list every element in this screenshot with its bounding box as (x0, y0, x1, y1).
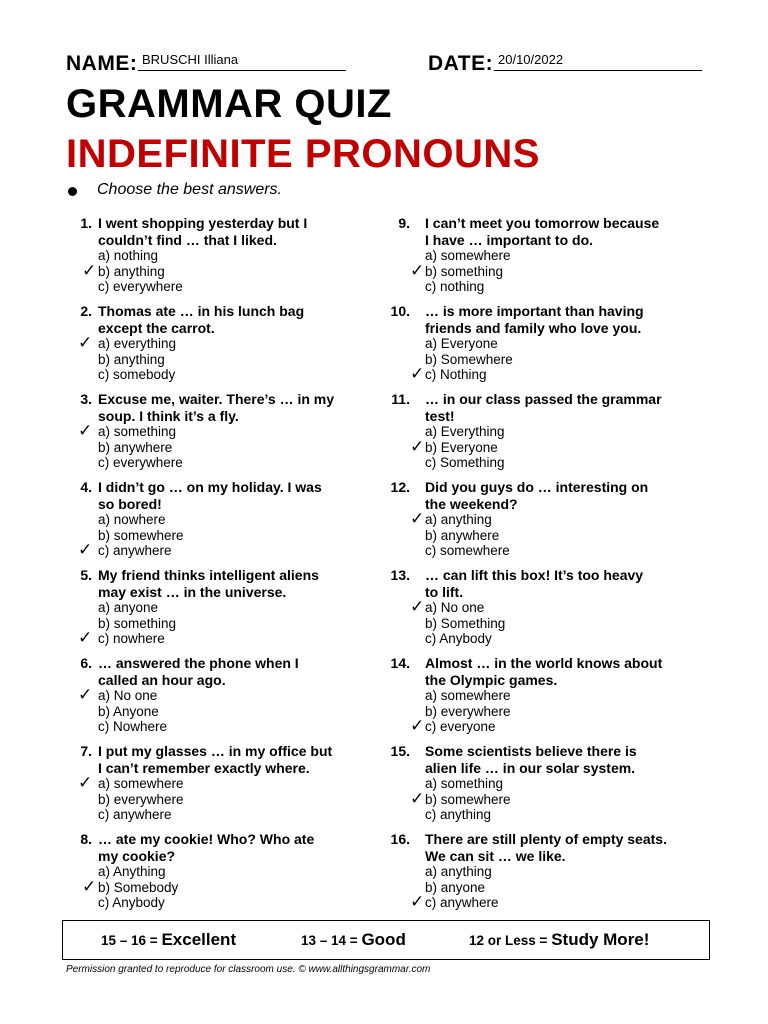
question-number: 9. (398, 215, 410, 231)
score-label: Good (361, 930, 406, 949)
score-range: 15 – 16 = (101, 933, 158, 948)
answer-option[interactable]: b) Anyone (98, 703, 159, 719)
question-number: 15. (390, 743, 410, 759)
answer-option[interactable]: a) Anything (98, 864, 166, 879)
answer-option[interactable]: b) anything (98, 263, 165, 279)
answer-option[interactable]: a) somewhere (425, 248, 511, 263)
question-text: … can lift this box! It’s too heavy (425, 567, 644, 583)
checkmark-icon: ✓ (78, 685, 93, 704)
answer-option[interactable]: a) everything (98, 336, 177, 351)
answer-option[interactable]: a) somewhere (425, 688, 511, 703)
answer-option[interactable]: c) somewhere (425, 543, 510, 558)
question-text: Some scientists believe there is (425, 743, 637, 759)
answer-option[interactable]: a) No one (98, 688, 158, 703)
answer-option[interactable]: c) nothing (425, 279, 485, 294)
answer-option[interactable]: a) Everything (425, 424, 505, 439)
answer-option[interactable]: c) everyone (425, 719, 496, 734)
answer-option[interactable]: c) anywhere (98, 543, 172, 558)
page-title: GRAMMAR QUIZ (66, 82, 392, 126)
question-text: I went shopping yesterday but I (98, 215, 308, 231)
checkmark-icon: ✓ (410, 260, 425, 280)
checkmark-icon: ✓ (78, 421, 93, 440)
score-range: 12 or Less = (469, 933, 548, 948)
bullet-icon (68, 187, 77, 196)
answer-option[interactable]: a) something (425, 776, 504, 791)
checkmark-icon: ✓ (410, 364, 425, 383)
question-text: may exist … in the universe. (98, 584, 287, 600)
name-label: NAME: (66, 52, 138, 75)
date-field[interactable] (494, 52, 702, 71)
score-study-more (469, 930, 649, 950)
question-text: … ate my cookie! Who? Who ate (98, 831, 315, 847)
answer-option[interactable]: c) anything (425, 807, 492, 822)
checkmark-icon: ✓ (78, 628, 93, 647)
answer-option[interactable]: c) everywhere (98, 455, 183, 470)
question-text: We can sit … we like. (425, 848, 566, 864)
answer-option[interactable]: b) anywhere (98, 439, 173, 455)
instruction: Choose the best answers. (97, 181, 282, 198)
question-text: There are still plenty of empty seats. (425, 831, 667, 847)
question-number: 3. (80, 391, 92, 407)
answer-option[interactable]: a) anything (425, 512, 492, 527)
question-text: I didn’t go … on my holiday. I was (98, 479, 322, 495)
question-text: … answered the phone when I (98, 655, 299, 671)
question-text: I have … important to do. (425, 232, 594, 248)
answer-option[interactable]: c) somebody (98, 367, 176, 382)
question-number: 5. (80, 567, 92, 583)
question-number: 12. (390, 479, 410, 495)
name-value: BRUSCHI Illiana (142, 52, 239, 67)
question-number: 6. (80, 655, 92, 671)
question-text: called an hour ago. (98, 672, 226, 688)
question-number: 13. (390, 567, 410, 583)
question-number: 7. (80, 743, 92, 759)
answer-option[interactable]: b) something (98, 615, 177, 631)
page-subtitle: INDEFINITE PRONOUNS (66, 132, 540, 176)
answer-option[interactable]: c) Nothing (425, 367, 487, 382)
answer-option[interactable]: b) something (425, 263, 504, 279)
score-good (301, 930, 406, 950)
question-text: the weekend? (425, 496, 518, 512)
answer-option[interactable]: b) anyone (425, 879, 486, 895)
question-text: Did you guys do … interesting on (425, 479, 649, 495)
answer-option[interactable]: c) everywhere (98, 279, 183, 294)
question-text: … in our class passed the grammar (425, 391, 662, 407)
checkmark-icon: ✓ (78, 540, 93, 559)
answer-option[interactable]: b) Everyone (425, 439, 498, 455)
score-range: 13 – 14 = (301, 933, 358, 948)
question-text: soup. I think it’s a fly. (98, 408, 239, 424)
answer-option[interactable]: a) nowhere (98, 512, 166, 527)
question-text: I can’t remember exactly where. (98, 760, 310, 776)
checkmark-icon: ✓ (410, 436, 425, 456)
answer-option[interactable]: b) Somebody (98, 879, 179, 895)
answer-option[interactable]: c) Anybody (425, 631, 492, 646)
answer-option[interactable]: b) somewhere (98, 527, 184, 543)
question-number: 8. (80, 831, 92, 847)
question-text: I put my glasses … in my office but (98, 743, 333, 759)
question-text: my cookie? (98, 848, 176, 864)
score-label: Study More! (551, 930, 650, 949)
score-excellent (101, 930, 236, 950)
question-text: My friend thinks intelligent aliens (98, 567, 319, 583)
answer-option[interactable]: c) Nowhere (98, 719, 168, 734)
score-label: Excellent (161, 930, 237, 949)
question-number: 1. (80, 215, 92, 231)
scoring-box (62, 920, 710, 960)
question-text: test! (425, 408, 455, 424)
question-text: the Olympic games. (425, 672, 558, 688)
date-value: 20/10/2022 (498, 52, 564, 67)
answer-option[interactable]: a) anyone (98, 600, 159, 615)
answer-option[interactable]: a) anything (425, 864, 492, 879)
question-text: I can’t meet you tomorrow because (425, 215, 660, 231)
question-number: 16. (390, 831, 410, 847)
checkmark-icon: ✓ (410, 716, 425, 735)
checkmark-icon: ✓ (82, 876, 97, 896)
checkmark-icon: ✓ (82, 260, 97, 280)
checkmark-icon: ✓ (78, 333, 93, 352)
question-text: to lift. (425, 584, 464, 600)
footer-permission: Permission granted to reproduce for classroom use. © www.allthingsgrammar.com (66, 964, 431, 975)
answer-option[interactable]: c) anywhere (425, 895, 499, 910)
answer-option[interactable]: b) anything (98, 351, 165, 367)
answer-option[interactable]: b) everywhere (98, 791, 184, 807)
answer-option[interactable]: a) somewhere (98, 776, 184, 791)
question-text: Thomas ate … in his lunch bag (98, 303, 305, 319)
answer-option[interactable]: c) nowhere (98, 631, 165, 646)
question-text: so bored! (98, 496, 162, 512)
question-number: 2. (80, 303, 92, 319)
answer-option[interactable]: a) something (98, 424, 177, 439)
question-number: 14. (390, 655, 410, 671)
answer-option[interactable]: a) Everyone (425, 336, 498, 351)
answer-option[interactable]: b) somewhere (425, 791, 511, 807)
answer-option[interactable]: b) Somewhere (425, 351, 513, 367)
question-text: alien life … in our solar system. (425, 760, 636, 776)
question-text: couldn’t find … that I liked. (98, 232, 277, 248)
question-number: 11. (391, 391, 410, 407)
answer-option[interactable]: b) Something (425, 615, 506, 631)
date-label: DATE: (428, 52, 494, 75)
answer-option[interactable]: c) anywhere (98, 807, 172, 822)
answer-option[interactable]: b) anywhere (425, 527, 500, 543)
answer-option[interactable]: b) everywhere (425, 703, 511, 719)
question-number: 4. (80, 479, 92, 495)
question-text: … is more important than having (425, 303, 644, 319)
name-field[interactable] (138, 52, 346, 71)
question-number: 10. (390, 303, 410, 319)
answer-option[interactable]: c) Something (425, 455, 505, 470)
question-text: friends and family who love you. (425, 320, 642, 336)
answer-option[interactable]: c) Anybody (98, 895, 165, 910)
question-text: except the carrot. (98, 320, 215, 336)
answer-option[interactable]: a) nothing (98, 248, 159, 263)
checkmark-icon: ✓ (410, 597, 425, 616)
checkmark-icon: ✓ (410, 892, 425, 911)
checkmark-icon: ✓ (410, 788, 425, 808)
checkmark-icon: ✓ (78, 773, 93, 792)
question-text: Almost … in the world knows about (425, 655, 663, 671)
answer-option[interactable]: a) No one (425, 600, 485, 615)
question-text: Excuse me, waiter. There’s … in my (98, 391, 335, 407)
checkmark-icon: ✓ (410, 509, 425, 528)
